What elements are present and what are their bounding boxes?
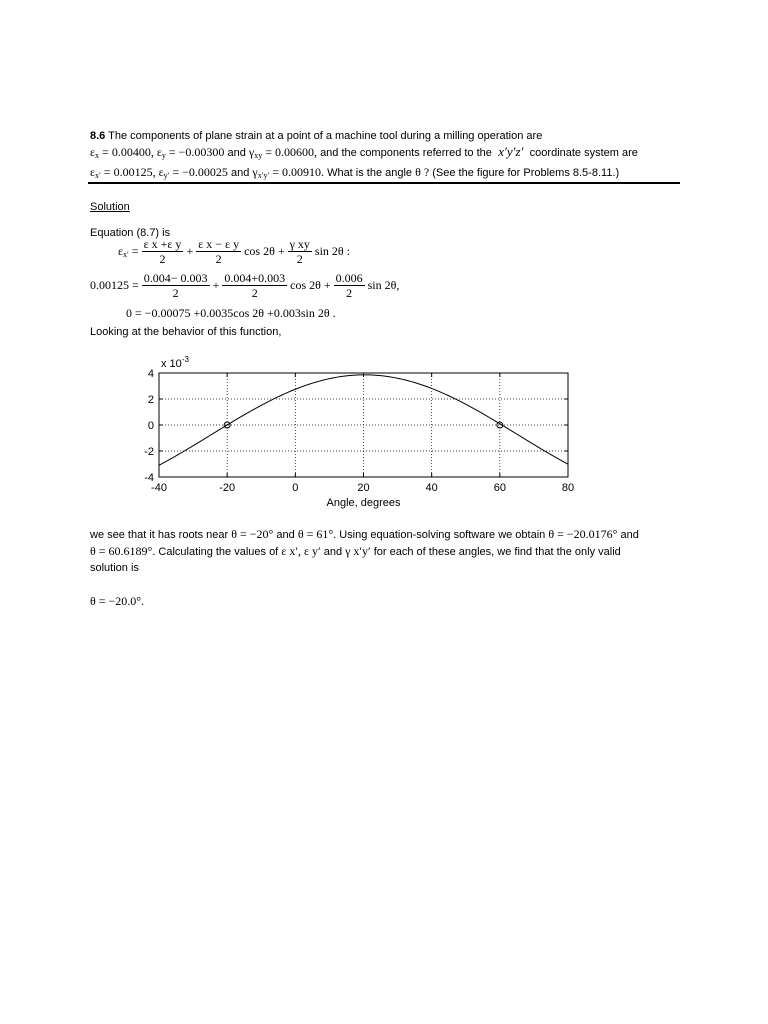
equation-3: 0 = −0.00075 +0.0035cos 2θ +0.003sin 2θ .	[126, 306, 336, 320]
chart-x-tick-label: 20	[357, 482, 370, 494]
roots-line-3: solution is	[90, 562, 139, 574]
chart-x-tick-label: -20	[219, 482, 236, 494]
problem-number: 8.6	[90, 130, 106, 142]
chart-x-tick-label: 80	[561, 482, 575, 494]
chart-y-tick-label: 4	[147, 368, 154, 380]
chart-y-tick-labels	[144, 368, 154, 484]
chart-y-tick-label: 0	[147, 420, 154, 432]
chart-y-tick-label: -4	[144, 472, 154, 484]
chart-x-tick-labels	[151, 482, 574, 494]
chart-scale-label: x $10^{-3}$	[161, 355, 189, 370]
chart-x-tick-label: -40	[151, 482, 167, 494]
roots-line-1: we see that it has roots near θ = −20° and θ = 61°. Using equation-solving software we obtain θ = −20.0176° and	[90, 527, 639, 541]
problem-intro: The components of plane strain at a point of a machine tool during a milling operation are	[108, 130, 543, 142]
solution-heading: Solution	[90, 201, 130, 213]
chart-x-tick-label: 40	[425, 482, 438, 494]
chart-y-tick-label: -2	[144, 446, 154, 458]
equation-reference: Equation (8.7) is	[90, 227, 171, 239]
chart-x-tick-label: 0	[292, 482, 299, 494]
chart-grid	[159, 373, 568, 477]
chart-y-tick-label: 2	[147, 394, 154, 406]
behavior-chart	[130, 345, 590, 510]
problem-line-2: $\varepsilon_x = 0.00400$, $\varepsilon_y = -0.00300$ and $\gamma_{xy} = 0.00600$, and the components referred to the x′y′z′ coordinate system are	[90, 144, 638, 160]
equation-1: $\varepsilon_{x'}$ = $\frac{\text{ε x +ε y}}{2}$ + $\frac{\text{ε x − ε y}}{2}$ cos 2θ + $\frac{\text{γ xy}}{2}$ sin 2θ :	[118, 237, 350, 266]
equation-2: 0.00125 = $\frac{0.004- 0.003}{2}$ + $\frac{0.004+0.003}{2}$ cos 2θ + $\frac{0.006}{2}$ sin 2θ,	[90, 271, 400, 300]
final-answer: θ = −20.0°.	[90, 594, 145, 608]
divider	[88, 182, 680, 184]
chart-x-tick-label: 60	[493, 482, 506, 494]
behavior-text: Looking at the behavior of this function,	[90, 326, 282, 338]
problem-line-3: $\varepsilon_{x'} = 0.00125$, $\varepsilon_{y'} = -0.00025$ and $\gamma_{x'y'} = 0.00910$. What is the angle θ ? (See the figure for Problems 8.5-8.11.)	[90, 165, 620, 180]
problem-line-1	[90, 129, 542, 143]
roots-line-2: θ = 60.6189°. Calculating the values of ε x′, ε y′ and γ x′y′ for each of these angles, we find that the only valid	[90, 544, 621, 558]
chart-x-axis-label: Angle, degrees	[326, 497, 401, 509]
